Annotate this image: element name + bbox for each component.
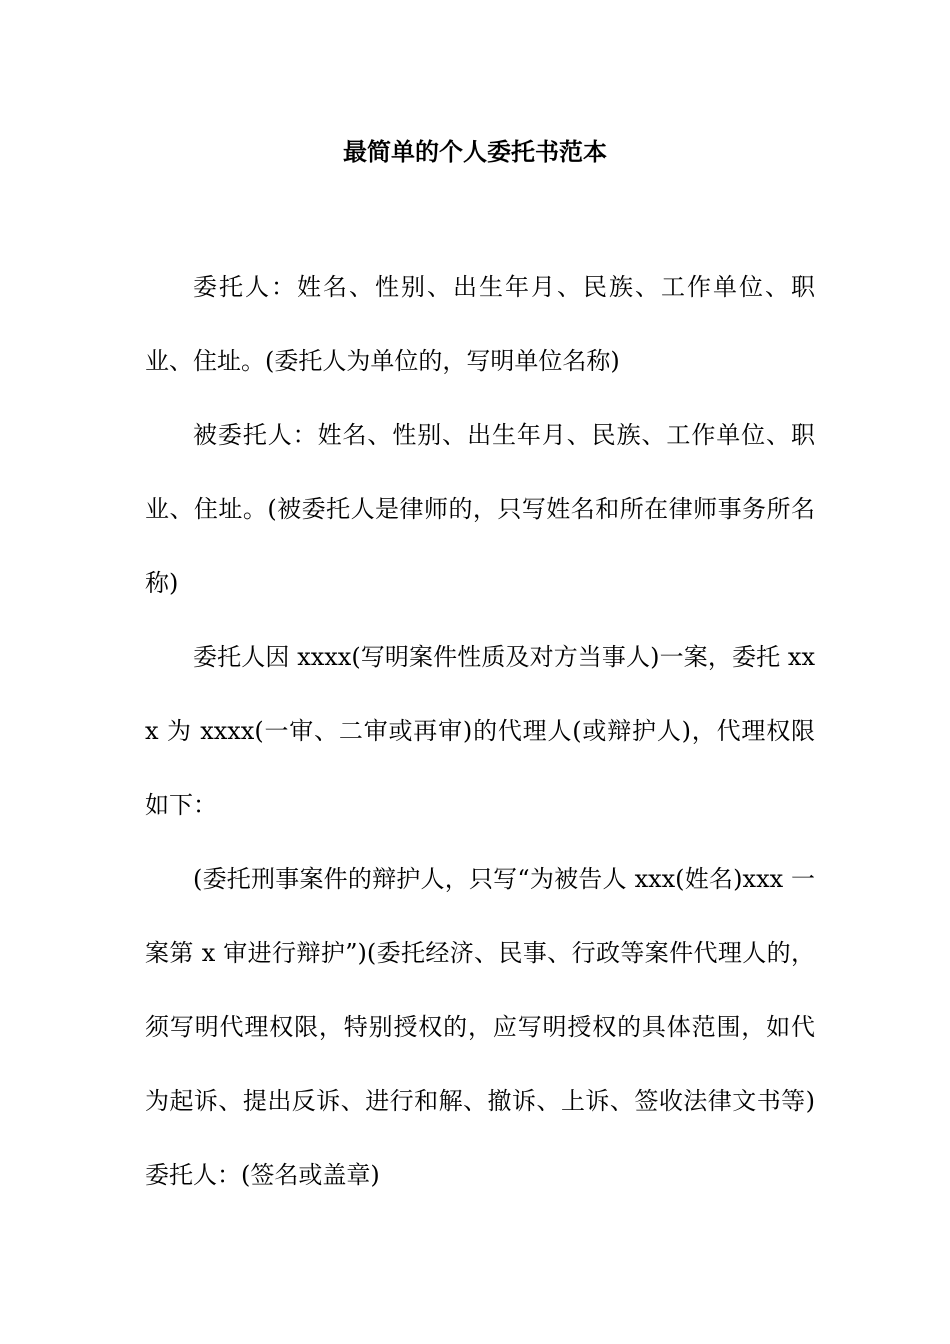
- paragraph-entrustment: 委托人因 xxxx(写明案件性质及对方当事人)一案，委托 xxx 为 xxxx(一审、二审或再审)的代理人(或辩护人)，代理权限如下：: [145, 643, 815, 819]
- document-body: [145, 250, 815, 1212]
- document-title: 最简单的个人委托书范本: [343, 137, 607, 166]
- paragraph-authority-scope: (委托刑事案件的辩护人，只写“为被告人 xxx(姓名)xxx 一案第 x 审进行辩护”)(委托经济、民事、行政等案件代理人的，须写明代理权限，特别授权的，应写明授权的具体范围，如代为起诉、提出反诉、进行和解、撤诉、上诉、签收法律文书等) 委托人：(签名或盖章): [145, 865, 815, 1189]
- paragraph-principal: 委托人：姓名、性别、出生年月、民族、工作单位、职业、住址。(委托人为单位的，写明单位名称): [145, 273, 815, 375]
- paragraph-agent: 被委托人：姓名、性别、出生年月、民族、工作单位、职业、住址。(被委托人是律师的，只写姓名和所在律师事务所名称): [145, 421, 815, 597]
